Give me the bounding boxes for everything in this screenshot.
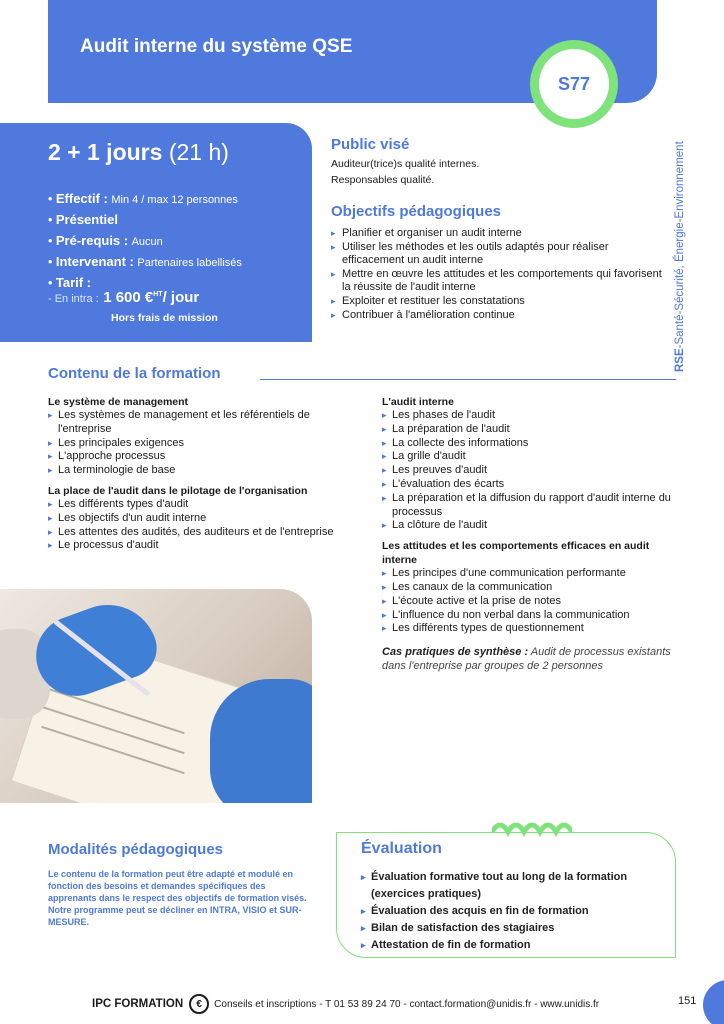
content-left-column (48, 395, 348, 553)
list-item: ▸ La grille d'audit (382, 450, 682, 464)
section-heading: L'audit interne (382, 396, 454, 408)
public-lines (331, 156, 479, 188)
info-value: Partenaires labellisés (137, 257, 242, 269)
evaluation-item: ▸ Évaluation des acquis en fin de formation (361, 903, 671, 920)
list-item: ▸ Le processus d'audit (48, 539, 348, 553)
info-value: Min 4 / max 12 personnes (111, 194, 238, 206)
list-item: ▸ Les différents types d'audit (48, 498, 348, 512)
public-title: Public visé (331, 136, 410, 153)
evaluation-list (361, 869, 671, 954)
list-item: ▸ La terminologie de base (48, 464, 348, 478)
footer-contact: Conseils et inscriptions - T 01 53 89 24 70 - contact.formation@unidis.fr - www.unidis.fr (214, 998, 600, 1010)
price-amount (103, 289, 199, 306)
course-code: S77 (539, 49, 609, 119)
evaluation-item: ▸ Évaluation formative tout au long de la formation (361, 869, 671, 886)
case-study-text: Audit de processus existants dans l'entreprise par groupes de 2 personnes (382, 646, 671, 672)
list-item: ▸ L'approche processus (48, 450, 348, 464)
info-label: Tarif : (55, 275, 92, 290)
public-line: Auditeur(trice)s qualité internes. (331, 158, 480, 170)
page-number: 151 (678, 995, 697, 1007)
section-list (48, 498, 348, 553)
section-list (382, 567, 682, 636)
info-item: • Effectif : Min 4 / max 12 personnes (48, 191, 238, 206)
evaluation-title: Évaluation (361, 840, 442, 857)
list-item: ▸ Les phases de l'audit (382, 409, 682, 423)
list-item: ▸ Les différents types de questionnement (382, 622, 682, 636)
footer-brand: IPC FORMATION (92, 998, 184, 1010)
side-label-bold: RSE (674, 348, 686, 372)
objectives-title: Objectifs pédagogiques (331, 203, 502, 220)
info-item: • Intervenant : Partenaires labellisés (48, 254, 242, 269)
objective-item: ▸ Contribuer à l'amélioration continue (331, 309, 671, 323)
list-item: ▸ La préparation de l'audit (382, 423, 682, 437)
list-item: ▸ Les canaux de la communication (382, 581, 682, 595)
info-label: Présentiel (55, 212, 119, 227)
case-study (382, 646, 682, 674)
course-code-badge (530, 40, 618, 128)
list-item: ▸ Les principes d'une communication performante (382, 567, 682, 581)
content-title: Contenu de la formation (48, 365, 221, 382)
content-right-column (382, 395, 682, 674)
info-value: Aucun (131, 236, 163, 248)
modalities-text: Le contenu de la formation peut être adapté et modulé en fonction des besoins et demandes spécifiques des apprenants dans le respect des objectifs de formation visés. Notre programme peut se décliner en INTRA, VISIO et SUR-MESURE. (48, 869, 307, 927)
content-divider (260, 379, 676, 380)
duration (48, 139, 229, 166)
info-label: Effectif : (55, 191, 108, 206)
price-prefix: - En intra : (48, 293, 99, 305)
list-item: ▸ Les systèmes de management et les référentiels de l'entreprise (48, 409, 348, 437)
price-note: Hors frais de mission (111, 312, 218, 324)
modalities-title: Modalités pédagogiques (48, 841, 224, 858)
side-label-rest: -Santé-Sécurité, Énergie-Environnement (674, 141, 686, 349)
objective-item: ▸ Planifier et organiser un audit interne (331, 227, 671, 241)
list-item: ▸ Les objectifs d'un audit interne (48, 512, 348, 526)
page-title: Audit interne du système QSE (80, 36, 353, 57)
brand-logo-icon: € (189, 994, 209, 1014)
section-heading: Les attitudes et les comportements efficaces en audit interne (382, 540, 650, 567)
objective-item: ▸ Exploiter et restituer les constatations (331, 295, 671, 309)
list-item: ▸ L'écoute active et la prise de notes (382, 595, 682, 609)
objectives-list (331, 227, 671, 322)
duration-hours: (21 h) (168, 139, 229, 165)
list-item: ▸ La collecte des informations (382, 437, 682, 451)
side-category-label (674, 141, 686, 372)
section-heading: La place de l'audit dans le pilotage de l'organisation (48, 484, 308, 497)
info-item: • Présentiel (48, 212, 119, 227)
list-item: ▸ L'évaluation des écarts (382, 478, 682, 492)
corner-decoration (703, 980, 724, 1024)
price-sup: HT (153, 291, 163, 298)
evaluation-item: (exercices pratiques) (371, 888, 482, 900)
footer (92, 994, 599, 1014)
info-list (48, 188, 242, 293)
info-label: Pré-requis : (55, 233, 129, 248)
section-list (48, 409, 348, 478)
price-value: 1 600 € (103, 289, 154, 306)
evaluation-item: ▸ Bilan de satisfaction des stagiaires (361, 920, 671, 937)
info-label: Intervenant : (55, 254, 134, 269)
objective-item: ▸ Mettre en œuvre les attitudes et les comportements qui favorisent la réussite de l'audit interne (331, 268, 671, 295)
list-item: ▸ La clôture de l'audit (382, 519, 682, 533)
list-item: ▸ Les attentes des audités, des auditeurs et de l'entreprise (48, 526, 348, 540)
objective-item: ▸ Utiliser les méthodes et les outils adaptés pour réaliser efficacement un audit interne (331, 241, 671, 268)
list-item: ▸ La préparation et la diffusion du rapport d'audit interne du processus (382, 492, 682, 520)
section-list (382, 409, 682, 533)
list-item: ▸ Les preuves d'audit (382, 464, 682, 478)
section-heading: Le système de management (48, 396, 189, 408)
gloved-hands-writing-image (0, 589, 312, 803)
wave-decoration-icon (492, 818, 572, 838)
info-box (0, 123, 312, 342)
list-item: ▸ Les principales exigences (48, 437, 348, 451)
price-unit: / jour (162, 289, 200, 306)
info-item: • Tarif : (48, 275, 92, 290)
price-row (48, 289, 199, 307)
evaluation-item: ▸ Attestation de fin de formation (361, 937, 671, 954)
duration-days: 2 + 1 jours (48, 139, 163, 165)
public-line: Responsables qualité. (331, 174, 435, 186)
info-item: • Pré-requis : Aucun (48, 233, 163, 248)
list-item: ▸ L'influence du non verbal dans la communication (382, 609, 682, 623)
case-study-label: Cas pratiques de synthèse : (382, 646, 529, 659)
glove-right-shape (210, 679, 312, 803)
